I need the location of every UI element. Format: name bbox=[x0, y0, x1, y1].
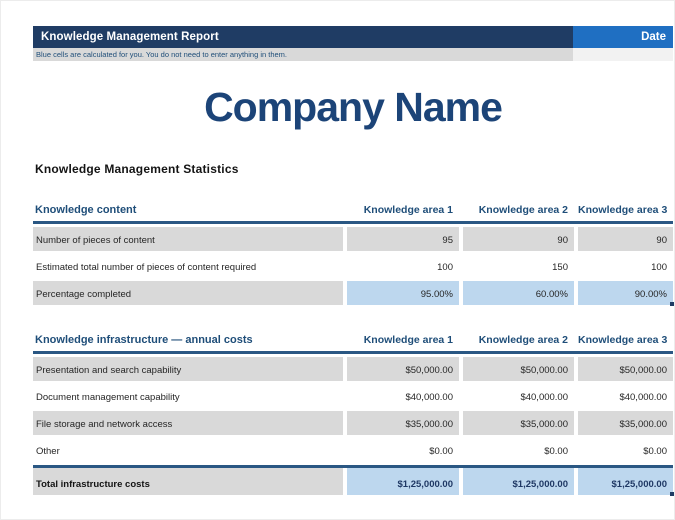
table-title: Knowledge content bbox=[35, 204, 137, 216]
calculated-cell: 95.00% bbox=[347, 281, 459, 305]
column-header-area-3: Knowledge area 3 bbox=[578, 334, 668, 346]
row-label: Document management capability bbox=[36, 392, 180, 403]
input-cell[interactable]: $50,000.00 bbox=[463, 357, 574, 381]
table-row bbox=[33, 254, 673, 278]
input-cell[interactable]: $50,000.00 bbox=[347, 357, 459, 381]
calculated-cell: 90.00% bbox=[578, 281, 673, 305]
table-row bbox=[33, 281, 673, 305]
table-body bbox=[33, 227, 673, 305]
input-cell[interactable]: $50,000.00 bbox=[578, 357, 673, 381]
input-cell[interactable]: $35,000.00 bbox=[578, 411, 673, 435]
company-name[interactable]: Company Name bbox=[204, 84, 502, 130]
input-cell[interactable]: 90 bbox=[578, 227, 673, 251]
table-row bbox=[33, 465, 673, 495]
calculated-cell: 60.00% bbox=[463, 281, 574, 305]
calculated-cell: $1,25,000.00 bbox=[578, 468, 673, 495]
input-cell[interactable]: $0.00 bbox=[544, 446, 568, 457]
notice-strip-spacer bbox=[573, 48, 673, 61]
column-header-area-2: Knowledge area 2 bbox=[478, 334, 568, 346]
input-cell[interactable]: $0.00 bbox=[643, 446, 667, 457]
table-row bbox=[33, 411, 673, 435]
table-header-row bbox=[33, 197, 673, 224]
section-title: Knowledge Management Statistics bbox=[35, 162, 239, 176]
table-header-row bbox=[33, 327, 673, 354]
report-header-bar bbox=[33, 26, 673, 48]
row-label: Other bbox=[36, 446, 60, 457]
row-label: File storage and network access bbox=[33, 411, 343, 435]
fill-handle-icon bbox=[670, 302, 674, 306]
table-row bbox=[33, 438, 673, 462]
table-row bbox=[33, 357, 673, 381]
report-title: Knowledge Management Report bbox=[41, 31, 219, 43]
input-cell[interactable]: 100 bbox=[437, 262, 453, 273]
knowledge-content-table bbox=[33, 197, 673, 308]
notice-text: Blue cells are calculated for you. You do not need to enter anything in them. bbox=[36, 50, 288, 59]
table-title: Knowledge infrastructure — annual costs bbox=[35, 334, 253, 346]
notice-text-cell bbox=[33, 48, 573, 61]
date-cell[interactable] bbox=[573, 26, 673, 48]
fill-handle-icon bbox=[670, 492, 674, 496]
date-label: Date bbox=[641, 31, 666, 43]
table-row bbox=[33, 384, 673, 408]
calculated-cell: $1,25,000.00 bbox=[463, 468, 574, 495]
input-cell[interactable]: 95 bbox=[347, 227, 459, 251]
row-label: Percentage completed bbox=[33, 281, 343, 305]
table-row bbox=[33, 227, 673, 251]
calculated-cell: $1,25,000.00 bbox=[347, 468, 459, 495]
report-title-cell bbox=[33, 26, 573, 48]
column-header-area-2: Knowledge area 2 bbox=[478, 204, 568, 216]
input-cell[interactable]: $35,000.00 bbox=[347, 411, 459, 435]
input-cell[interactable]: $35,000.00 bbox=[463, 411, 574, 435]
column-header-area-1: Knowledge area 1 bbox=[363, 334, 453, 346]
input-cell[interactable]: $40,000.00 bbox=[405, 392, 453, 403]
input-cell[interactable]: 100 bbox=[651, 262, 667, 273]
input-cell[interactable]: 90 bbox=[463, 227, 574, 251]
knowledge-infrastructure-table bbox=[33, 327, 673, 495]
column-header-area-1: Knowledge area 1 bbox=[363, 204, 453, 216]
row-label: Total infrastructure costs bbox=[33, 468, 343, 495]
row-label: Estimated total number of pieces of content required bbox=[36, 262, 257, 273]
table-body bbox=[33, 357, 673, 495]
input-cell[interactable]: $40,000.00 bbox=[619, 392, 667, 403]
input-cell[interactable]: $0.00 bbox=[429, 446, 453, 457]
row-label: Presentation and search capability bbox=[33, 357, 343, 381]
column-header-area-3: Knowledge area 3 bbox=[578, 204, 668, 216]
input-cell[interactable]: 150 bbox=[552, 262, 568, 273]
input-cell[interactable]: $40,000.00 bbox=[520, 392, 568, 403]
row-label: Number of pieces of content bbox=[33, 227, 343, 251]
notice-strip bbox=[33, 48, 673, 61]
